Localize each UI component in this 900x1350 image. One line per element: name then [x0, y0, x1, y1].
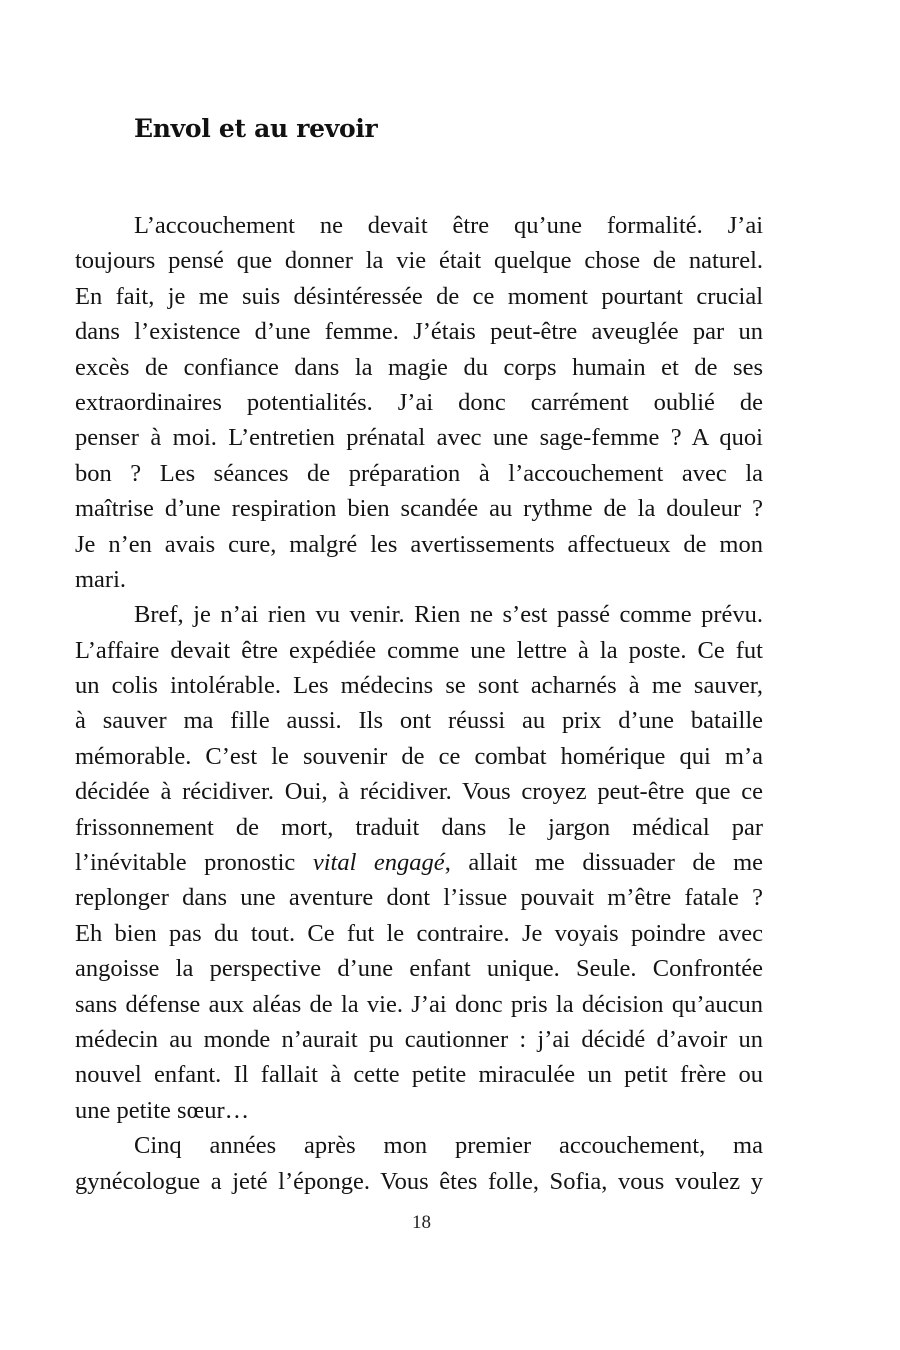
text-line: un colis intolérable. Les médecins se sont acharnés à me sauver,: [75, 672, 763, 700]
text-line: angoisse la perspective d’une enfant unique. Seule. Confrontée: [75, 955, 763, 983]
text-line: Bref, je n’ai rien vu venir. Rien ne s’est passé comme prévu.: [134, 601, 763, 629]
text-line: nouvel enfant. Il fallait à cette petite miraculée un petit frère ou: [75, 1061, 763, 1089]
text-line: sans défense aux aléas de la vie. J’ai donc pris la décision qu’aucun: [75, 990, 763, 1018]
text-line: mari.: [75, 565, 127, 593]
text-line: En fait, je me suis désintéressée de ce moment pourtant crucial: [75, 282, 763, 310]
text-line: Je n’en avais cure, malgré les avertissements affectueux de mon: [75, 530, 763, 558]
text-line: gynécologue a jeté l’éponge. Vous êtes folle, Sofia, vous voulez y: [75, 1167, 763, 1195]
text-line: Cinq années après mon premier accouchement, ma: [134, 1132, 763, 1160]
italic-emphasis: vital engagé: [312, 849, 445, 877]
body-text: [75, 208, 763, 1199]
text-segment: l’inévitable pronostic: [75, 849, 313, 877]
text-line: frissonnement de mort, traduit dans le jargon médical par: [75, 813, 763, 841]
text-line: bon ? Les séances de préparation à l’accouchement avec la: [75, 459, 763, 487]
text-line: une petite sœur…: [75, 1096, 250, 1124]
paragraph: [75, 597, 763, 1128]
chapter-title: Envol et au revoir: [134, 114, 378, 143]
text-line: extraordinaires potentialités. J’ai donc carrément oublié de: [75, 388, 763, 416]
text-line: Eh bien pas du tout. Ce fut le contraire. Je voyais poindre avec: [75, 919, 763, 947]
text-line: toujours pensé que donner la vie était quelque chose de naturel.: [75, 247, 763, 275]
text-line: replonger dans une aventure dont l’issue pouvait m’être fatale ?: [75, 884, 763, 912]
text-line: maîtrise d’une respiration bien scandée au rythme de la douleur ?: [75, 495, 763, 523]
text-line: médecin au monde n’aurait pu cautionner : j’ai décidé d’avoir un: [75, 1025, 763, 1053]
text-line: L’affaire devait être expédiée comme une lettre à la poste. Ce fut: [75, 636, 763, 664]
page-number: 18: [412, 1212, 431, 1233]
text-line: mémorable. C’est le souvenir de ce combat homérique qui m’a: [75, 742, 763, 770]
text-line: dans l’existence d’une femme. J’étais peut-être aveuglée par un: [75, 318, 763, 346]
paragraph: [75, 208, 763, 597]
text-line: penser à moi. L’entretien prénatal avec une sage-femme ? A quoi: [75, 424, 763, 452]
text-line: à sauver ma fille aussi. Ils ont réussi au prix d’une bataille: [75, 707, 763, 735]
text-line: décidée à récidiver. Oui, à récidiver. Vous croyez peut-être que ce: [75, 778, 763, 806]
text-line: L’accouchement ne devait être qu’une formalité. J’ai: [134, 212, 763, 239]
text-line: excès de confiance dans la magie du corps humain et de ses: [75, 353, 763, 381]
text-segment: , allait me dissuader de me: [444, 849, 764, 877]
text-line-with-italic: [75, 845, 763, 880]
paragraph: [75, 1128, 763, 1199]
